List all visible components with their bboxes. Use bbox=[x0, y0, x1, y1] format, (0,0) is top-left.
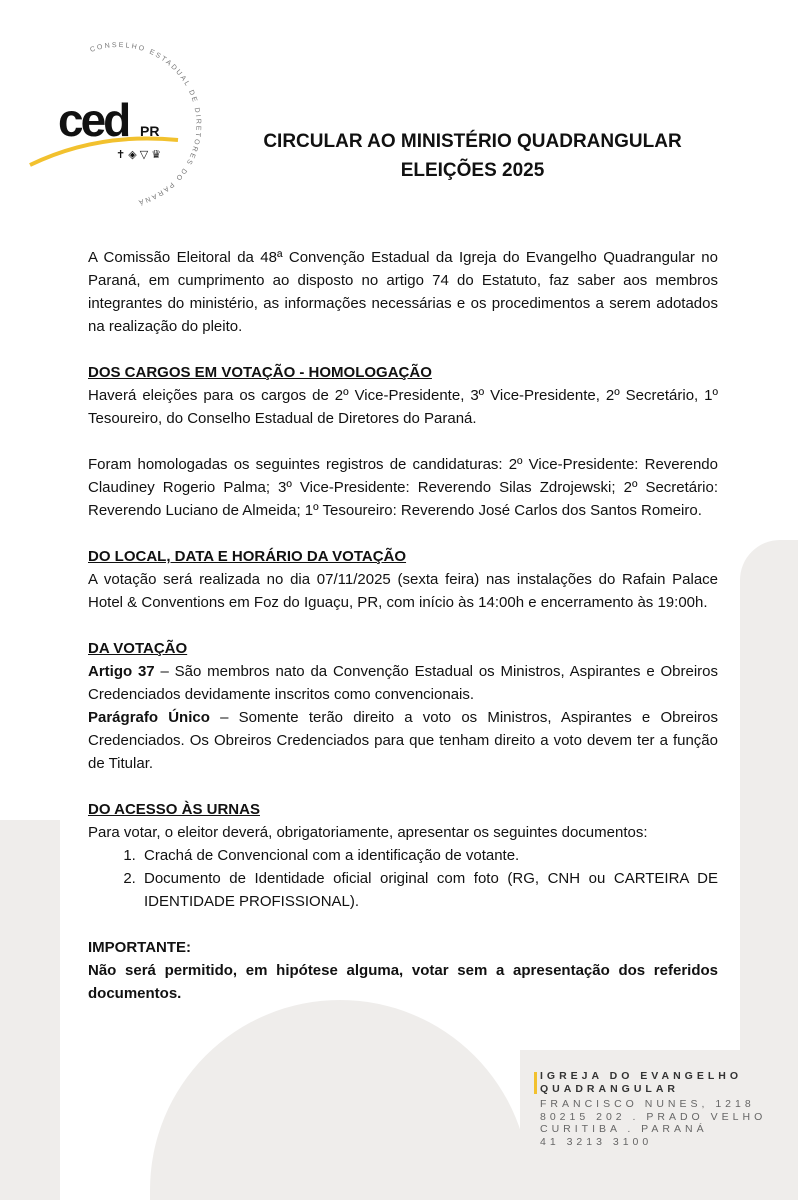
logo-symbols-icon: ✝ ◈ ▽ ♛ bbox=[116, 149, 162, 161]
paragrafo-label: Parágrafo Único bbox=[88, 709, 210, 726]
section-heading-cargos: DOS CARGOS EM VOTAÇÃO - HOMOLOGAÇÃO bbox=[88, 364, 432, 381]
address-block bbox=[540, 1098, 766, 1148]
document-title bbox=[215, 127, 730, 185]
org-name-line-1: IGREJA DO EVANGELHO bbox=[540, 1070, 743, 1082]
document-body bbox=[88, 246, 718, 1005]
logo-suffix: PR bbox=[140, 123, 160, 139]
address-phone: 41 3213 3100 bbox=[540, 1135, 653, 1148]
section-heading-local: DO LOCAL, DATA E HORÁRIO DA VOTAÇÃO bbox=[88, 548, 407, 565]
paragrafo-text: – Somente terão direito a voto os Ministros, Aspirantes e Obreiros Credenciados. Os Obreiros Credenciados para que tenham direito a voto devem ter a função de Titular. bbox=[88, 709, 718, 772]
footer-address bbox=[540, 1070, 766, 1148]
org-name-line-2: QUADRANGULAR bbox=[540, 1082, 679, 1095]
list-item: 1. Crachá de Convencional com a identificação de votante. bbox=[140, 844, 718, 867]
title-line-1: CIRCULAR AO MINISTÉRIO QUADRANGULAR bbox=[263, 131, 682, 152]
local-paragraph: A votação será realizada no dia 07/11/2025 (sexta feira) nas instalações do Rafain Palace Hotel & Conventions em Foz do Iguaçu, PR, com início às 14:00h e encerramento às 19:00h. bbox=[88, 571, 718, 611]
title-line-2: ELEIÇÕES 2025 bbox=[400, 160, 545, 181]
ced-pr-logo bbox=[28, 40, 208, 210]
accent-bar bbox=[534, 1072, 537, 1094]
logo-ring-text: CONSELHO ESTADUAL DE DIRETORES DO PARANÁ bbox=[89, 41, 202, 206]
section-heading-acesso: DO ACESSO ÀS URNAS bbox=[88, 801, 260, 818]
list-item: 2. Documento de Identidade oficial original com foto (RG, CNH ou CARTEIRA DE IDENTIDADE PROFISSIONAL). bbox=[140, 867, 718, 913]
watermark-shape bbox=[740, 540, 798, 1100]
acesso-paragraph: Para votar, o eleitor deverá, obrigatoriamente, apresentar os seguintes documentos: bbox=[88, 824, 648, 841]
paragrafo-unico bbox=[88, 706, 718, 775]
watermark-shape bbox=[0, 820, 60, 1200]
candidaturas-paragraph: Foram homologadas os seguintes registros de candidaturas: 2º Vice-Presidente: Reverendo Claudiney Rogerio Palma; 3º Vice-Presidente: Reverendo Silas Zdrojewski; 2º Secretário: Reverendo Luciano de Almeida; 1º Tesoureiro: Reverendo José Carlos dos Santos Romeiro. bbox=[88, 456, 718, 519]
watermark-shape bbox=[150, 1000, 530, 1200]
artigo-label: Artigo 37 bbox=[88, 663, 155, 680]
intro-paragraph: A Comissão Eleitoral da 48ª Convenção Estadual da Igreja do Evangelho Quadrangular no Paraná, em cumprimento ao disposto no artigo 74 do Estatuto, faz saber aos membros integrantes do ministério, as informações necessárias e os procedimentos a serem adotados na realização do pleito. bbox=[88, 249, 718, 335]
documents-list bbox=[88, 844, 718, 913]
cargos-paragraph: Haverá eleições para os cargos de 2º Vice-Presidente, 3º Vice-Presidente, 2º Secretário, 1º Tesoureiro, do Conselho Estadual de Diretores do Paraná. bbox=[88, 387, 718, 427]
importante-text: Não será permitido, em hipótese alguma, votar sem a apresentação dos referidos documentos. bbox=[88, 962, 718, 1002]
importante-heading: IMPORTANTE: bbox=[88, 939, 192, 956]
address-city: CURITIBA . PARANÁ bbox=[540, 1123, 708, 1135]
address-zip: 80215 202 . PRADO VELHO bbox=[540, 1110, 767, 1123]
section-heading-votacao: DA VOTAÇÃO bbox=[88, 640, 188, 657]
artigo-text: – São membros nato da Convenção Estadual os Ministros, Aspirantes e Obreiros Credenciados devidamente inscritos como convencionais. bbox=[88, 663, 718, 703]
logo-text: ced bbox=[58, 94, 129, 146]
artigo-37-paragraph bbox=[88, 660, 718, 706]
address-street: FRANCISCO NUNES, 1218 bbox=[540, 1098, 755, 1110]
